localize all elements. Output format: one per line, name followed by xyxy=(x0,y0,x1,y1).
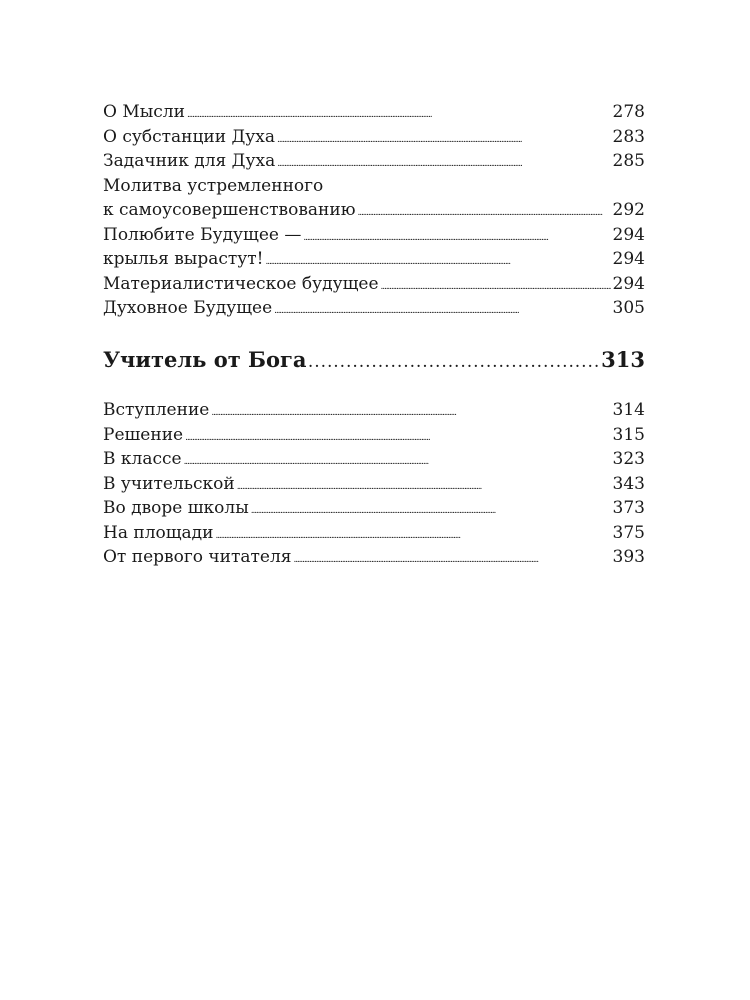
toc-entry-page: 375 xyxy=(612,522,645,543)
toc-entry-title-line: Молитва устремленного xyxy=(103,175,324,196)
toc-entry-title: к самоусовершенствованию xyxy=(103,200,356,220)
toc-entry-page: 305 xyxy=(612,298,645,318)
dot-leader xyxy=(274,296,610,324)
toc-entry-page: 294 xyxy=(612,273,645,294)
toc-entry-page: 314 xyxy=(612,400,645,420)
toc-entry-page: 393 xyxy=(612,547,645,567)
toc-entry xyxy=(103,198,645,223)
toc-entry-title: Вступление xyxy=(103,400,210,420)
section-page: 313 xyxy=(601,347,645,372)
dot-leader xyxy=(251,496,611,524)
toc-entry xyxy=(103,398,645,423)
toc-section-heading xyxy=(103,345,645,375)
toc-entry-title: Задачник для Духа xyxy=(103,151,276,171)
toc-entry xyxy=(103,521,645,546)
toc-entry-page: 323 xyxy=(612,449,645,469)
toc-entry-page: 294 xyxy=(612,224,645,245)
toc-entry-title: крылья вырастут! xyxy=(103,249,264,269)
toc-entry-page: 294 xyxy=(612,249,645,269)
toc-entry xyxy=(103,423,645,448)
dot-leader xyxy=(358,198,611,226)
toc-entry-page: 283 xyxy=(612,126,645,147)
toc-entry xyxy=(103,472,645,497)
toc-group-1 xyxy=(103,100,645,321)
dot-leader xyxy=(185,423,610,451)
dot-leader xyxy=(381,272,611,300)
toc-entry-title: Во дворе школы xyxy=(103,498,249,518)
toc-entry-page: 285 xyxy=(612,151,645,171)
toc-entry-title: Решение xyxy=(103,424,184,445)
toc-entry-title: Духовное Будущее xyxy=(103,298,273,318)
dot-leader xyxy=(187,100,611,128)
toc-entry xyxy=(103,125,645,150)
toc-entry-title: От первого читателя xyxy=(103,547,292,567)
toc-entry xyxy=(103,247,645,272)
toc-entry xyxy=(103,149,645,174)
toc-entry-page: 292 xyxy=(612,200,645,220)
toc-entry-page: 278 xyxy=(612,102,645,122)
dot-leader xyxy=(309,345,600,378)
toc-entry-page: 315 xyxy=(612,424,645,445)
toc-entry-title: О субстанции Духа xyxy=(103,126,276,147)
toc-entry-title: Материалистическое будущее xyxy=(103,273,379,294)
toc-entry xyxy=(103,496,645,521)
toc-entry-title: О Мысли xyxy=(103,102,185,122)
toc-entry-title: На площади xyxy=(103,522,214,543)
dot-leader xyxy=(293,545,610,573)
toc-section-entry xyxy=(103,345,645,375)
toc-entry xyxy=(103,100,645,125)
toc-entry-title: В классе xyxy=(103,449,182,469)
dot-leader xyxy=(277,125,611,153)
section-title: Учитель от Бога xyxy=(103,347,307,372)
toc-entry xyxy=(103,447,645,472)
toc-entry xyxy=(103,545,645,570)
dot-leader xyxy=(277,149,610,177)
toc-entry-page: 373 xyxy=(612,498,645,518)
toc-entry-page: 343 xyxy=(612,473,645,494)
toc-entry-title: Полюбите Будущее — xyxy=(103,224,302,245)
toc-entry xyxy=(103,223,645,248)
toc-entry xyxy=(103,272,645,297)
dot-leader xyxy=(211,398,610,426)
dot-leader xyxy=(266,247,611,275)
toc-entry-title: В учительской xyxy=(103,473,235,494)
dot-leader xyxy=(237,472,611,500)
toc-entry xyxy=(103,296,645,321)
toc-group-2 xyxy=(103,398,645,570)
dot-leader xyxy=(303,223,610,251)
dot-leader xyxy=(215,521,610,549)
dot-leader xyxy=(184,447,611,475)
